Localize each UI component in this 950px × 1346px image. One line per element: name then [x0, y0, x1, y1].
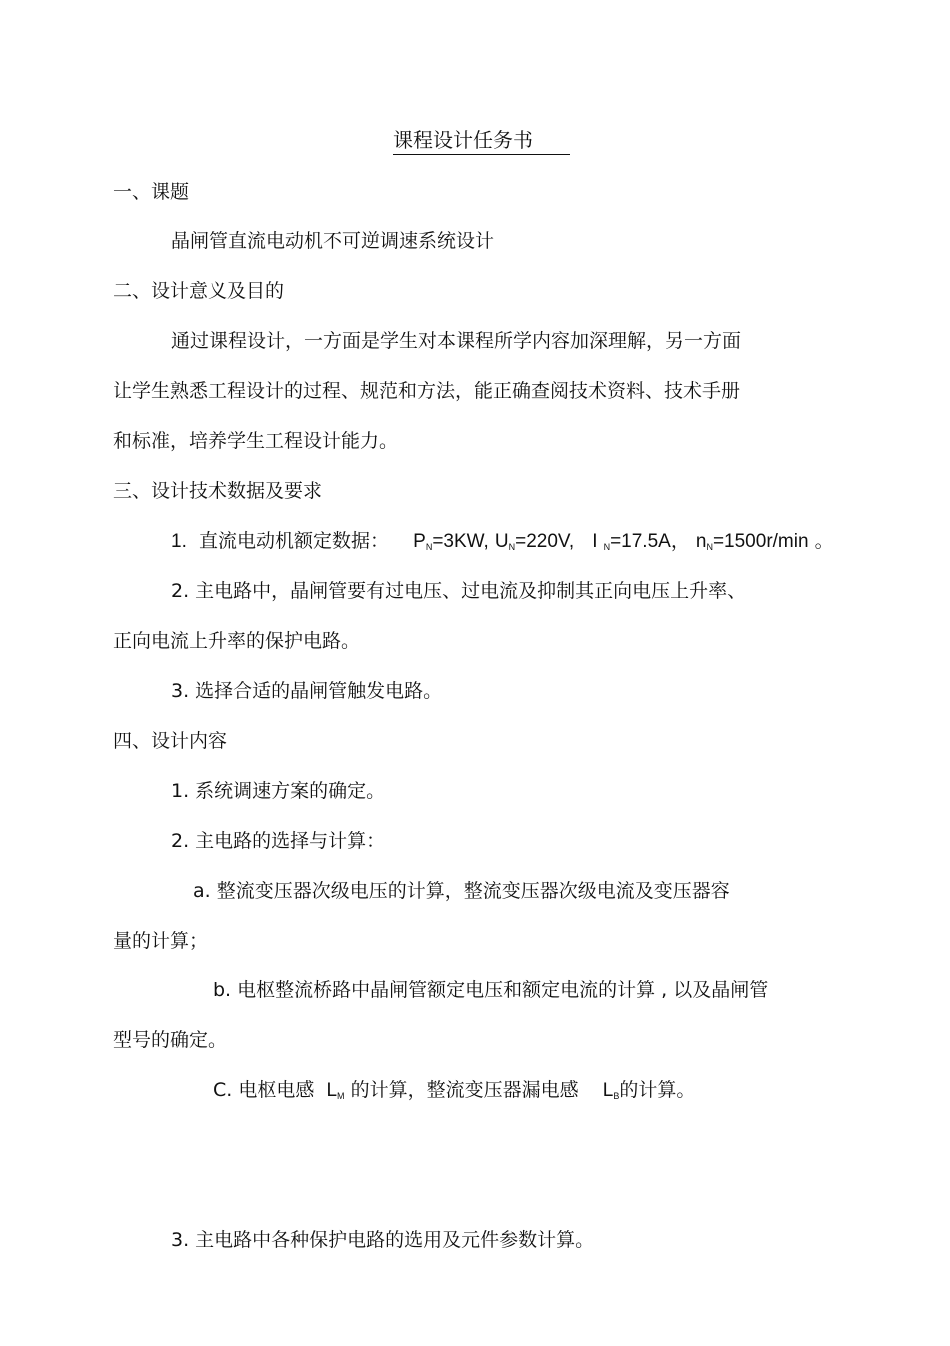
- rated-voltage-symbol: U: [494, 531, 509, 552]
- rated-power-subscript: N: [425, 542, 433, 552]
- section-4-item-1: 1. 系统调速方案的确定。: [171, 780, 386, 802]
- armature-inductance-symbol: L: [326, 1080, 338, 1101]
- item-c-middle: 的计算，整流变压器漏电感: [350, 1079, 579, 1101]
- item-c-prefix: C. 电枢电感: [213, 1079, 315, 1101]
- item-1-number: 1.: [171, 531, 187, 552]
- section-3-item-3: 3. 选择合适的晶闸管触发电路。: [171, 680, 443, 702]
- section-3-item-2-line-2: 正向电流上升率的保护电路。: [113, 630, 361, 652]
- item-1-label: 直流电动机额定数据：: [198, 530, 389, 552]
- rated-speed-subscript: N: [706, 542, 713, 552]
- section-4-item-a-line-1: a. 整流变压器次级电压的计算，整流变压器次级电流及变压器容: [193, 880, 730, 902]
- section-3-item-2-line-1: 2. 主电路中，晶闸管要有过电压、过电流及抑制其正向电压上升率、: [171, 580, 747, 602]
- leakage-inductance-subscript: B: [613, 1091, 620, 1101]
- section-4-item-a-line-2: 量的计算；: [113, 930, 209, 952]
- section-1-heading: 一、课题: [113, 181, 190, 203]
- section-1-body: 晶闸管直流电动机不可逆调速系统设计: [171, 230, 495, 252]
- rated-power-value: =3KW,: [432, 531, 489, 552]
- section-2-heading: 二、设计意义及目的: [113, 280, 285, 302]
- item-1-end-mark: 。: [814, 530, 834, 552]
- section-4-item-2: 2. 主电路的选择与计算：: [171, 830, 386, 852]
- rated-voltage-subscript: N: [508, 542, 516, 552]
- section-4-item-3: 3. 主电路中各种保护电路的选用及元件参数计算。: [171, 1229, 595, 1251]
- section-4-heading: 四、设计内容: [113, 730, 228, 752]
- document-title: 课程设计任务书: [393, 126, 570, 155]
- section-4-item-c: [213, 1077, 695, 1109]
- rated-voltage-value: =220V,: [515, 531, 575, 552]
- section-3-item-1: [171, 528, 834, 560]
- armature-inductance-subscript: M: [337, 1091, 345, 1101]
- leakage-inductance-symbol: L: [602, 1080, 614, 1101]
- rated-speed-value: =1500r/min: [712, 531, 809, 552]
- section-3-heading: 三、设计技术数据及要求: [113, 480, 323, 502]
- rated-power-symbol: P: [413, 531, 426, 552]
- rated-current-symbol: I: [592, 531, 598, 552]
- rated-current-subscript: N: [603, 542, 611, 552]
- section-4-item-b-line-2: 型号的确定。: [113, 1029, 228, 1051]
- item-c-suffix: 的计算。: [619, 1079, 696, 1101]
- section-2-paragraph-line-2: 让学生熟悉工程设计的过程、规范和方法，能正确查阅技术资料、技术手册: [113, 380, 741, 402]
- section-4-item-b-line-1: b. 电枢整流桥路中晶闸管额定电压和额定电流的计算 , 以及晶闸管: [213, 979, 769, 1001]
- section-2-paragraph-line-3: 和标准，培养学生工程设计能力。: [113, 430, 399, 452]
- section-2-paragraph-line-1: 通过课程设计，一方面是学生对本课程所学内容加深理解，另一方面: [171, 330, 742, 352]
- rated-speed-symbol: n: [695, 531, 707, 552]
- rated-current-value: =17.5A，: [610, 531, 690, 552]
